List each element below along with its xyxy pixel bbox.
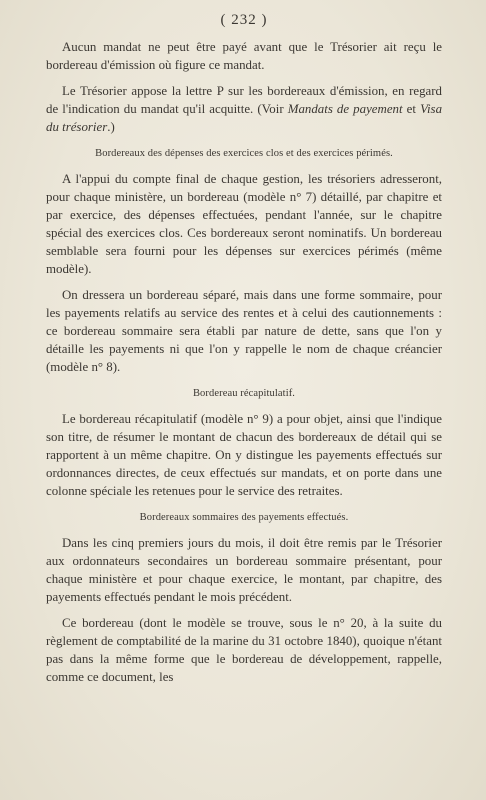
- paragraph-mandat-payment: Aucun mandat ne peut être payé avant que le Trésorier ait reçu le bordereau d'émission où figure ce mandat.: [46, 40, 442, 72]
- paragraph-compte-final: A l'appui du compte final de chaque gestion, les trésoriers adresseront, pour chaque ministère, un bordereau (modèle n° 7) détaillé, par chapitre et par exercice, des dépenses effectuées, pendant l'année, sur le chapitre spécial des exercices clos. Ces bordereaux seront nominatifs. Un bordereau semblable sera fourni pour les dépenses sur exercices périmés (même modèle).: [46, 172, 442, 276]
- section-heading-recapitulatif: Bordereau récapitulatif.: [192, 388, 296, 399]
- section-heading-sommaires: Bordereaux sommaires des payements effectués.: [139, 512, 349, 523]
- paragraph-text: .): [107, 120, 115, 134]
- paragraph-bordereau-separe: On dressera un bordereau séparé, mais dans une forme sommaire, pour les payements relatifs au service des rentes et à celui des cautionnements : ce bordereau sommaire sera établi par nature de dette, sans que l'on y détaille les payements ni que l'on y rappelle le nom de chaque créancier (modèle n° 8).: [46, 288, 442, 374]
- paragraph-tresorier-lettre-p: [46, 82, 442, 136]
- section-heading-exercices-clos: Bordereaux des dépenses des exercices clos et des exercices périmés.: [95, 148, 393, 159]
- cross-reference-visa: Visa du trésorier: [46, 102, 443, 134]
- paragraph-text: et: [402, 102, 421, 116]
- paragraph-cinq-premiers-jours: Dans les cinq premiers jours du mois, il doit être remis par le Trésorier aux ordonnateurs secondaires un bordereau sommaire présentant, pour chaque ministère et pour chaque exercice, le montant, par chapitre, des payements effectués pendant le mois précédent.: [46, 536, 442, 604]
- paragraph-bordereau-recapitulatif: Le bordereau récapitulatif (modèle n° 9) a pour objet, ainsi que l'indique son titre, de résumer le montant de chacun des bordereaux de détail qui se rapportent à un même chapitre. On y distingue les payements effectués sur ordonnances directes, de ceux effectués sur mandats, et on porte dans une colonne spéciale les retenues pour le service des retraites.: [46, 412, 442, 498]
- paragraph-text: Le Trésorier appose la lettre P sur les bordereaux d'émission, en regard de l'indication du mandat qu'il acquitte. (Voir: [46, 84, 442, 116]
- page-number: ( 232 ): [220, 12, 268, 28]
- cross-reference-mandats: Mandats de payement: [287, 102, 403, 116]
- paragraph-ce-bordereau: Ce bordereau (dont le modèle se trouve, sous le n° 20, à la suite du règlement de comptabilité de la marine du 31 octobre 1840), quoique n'étant pas dans la même forme que le bordereau de développement, rappelle, comme ce document, les: [46, 616, 442, 684]
